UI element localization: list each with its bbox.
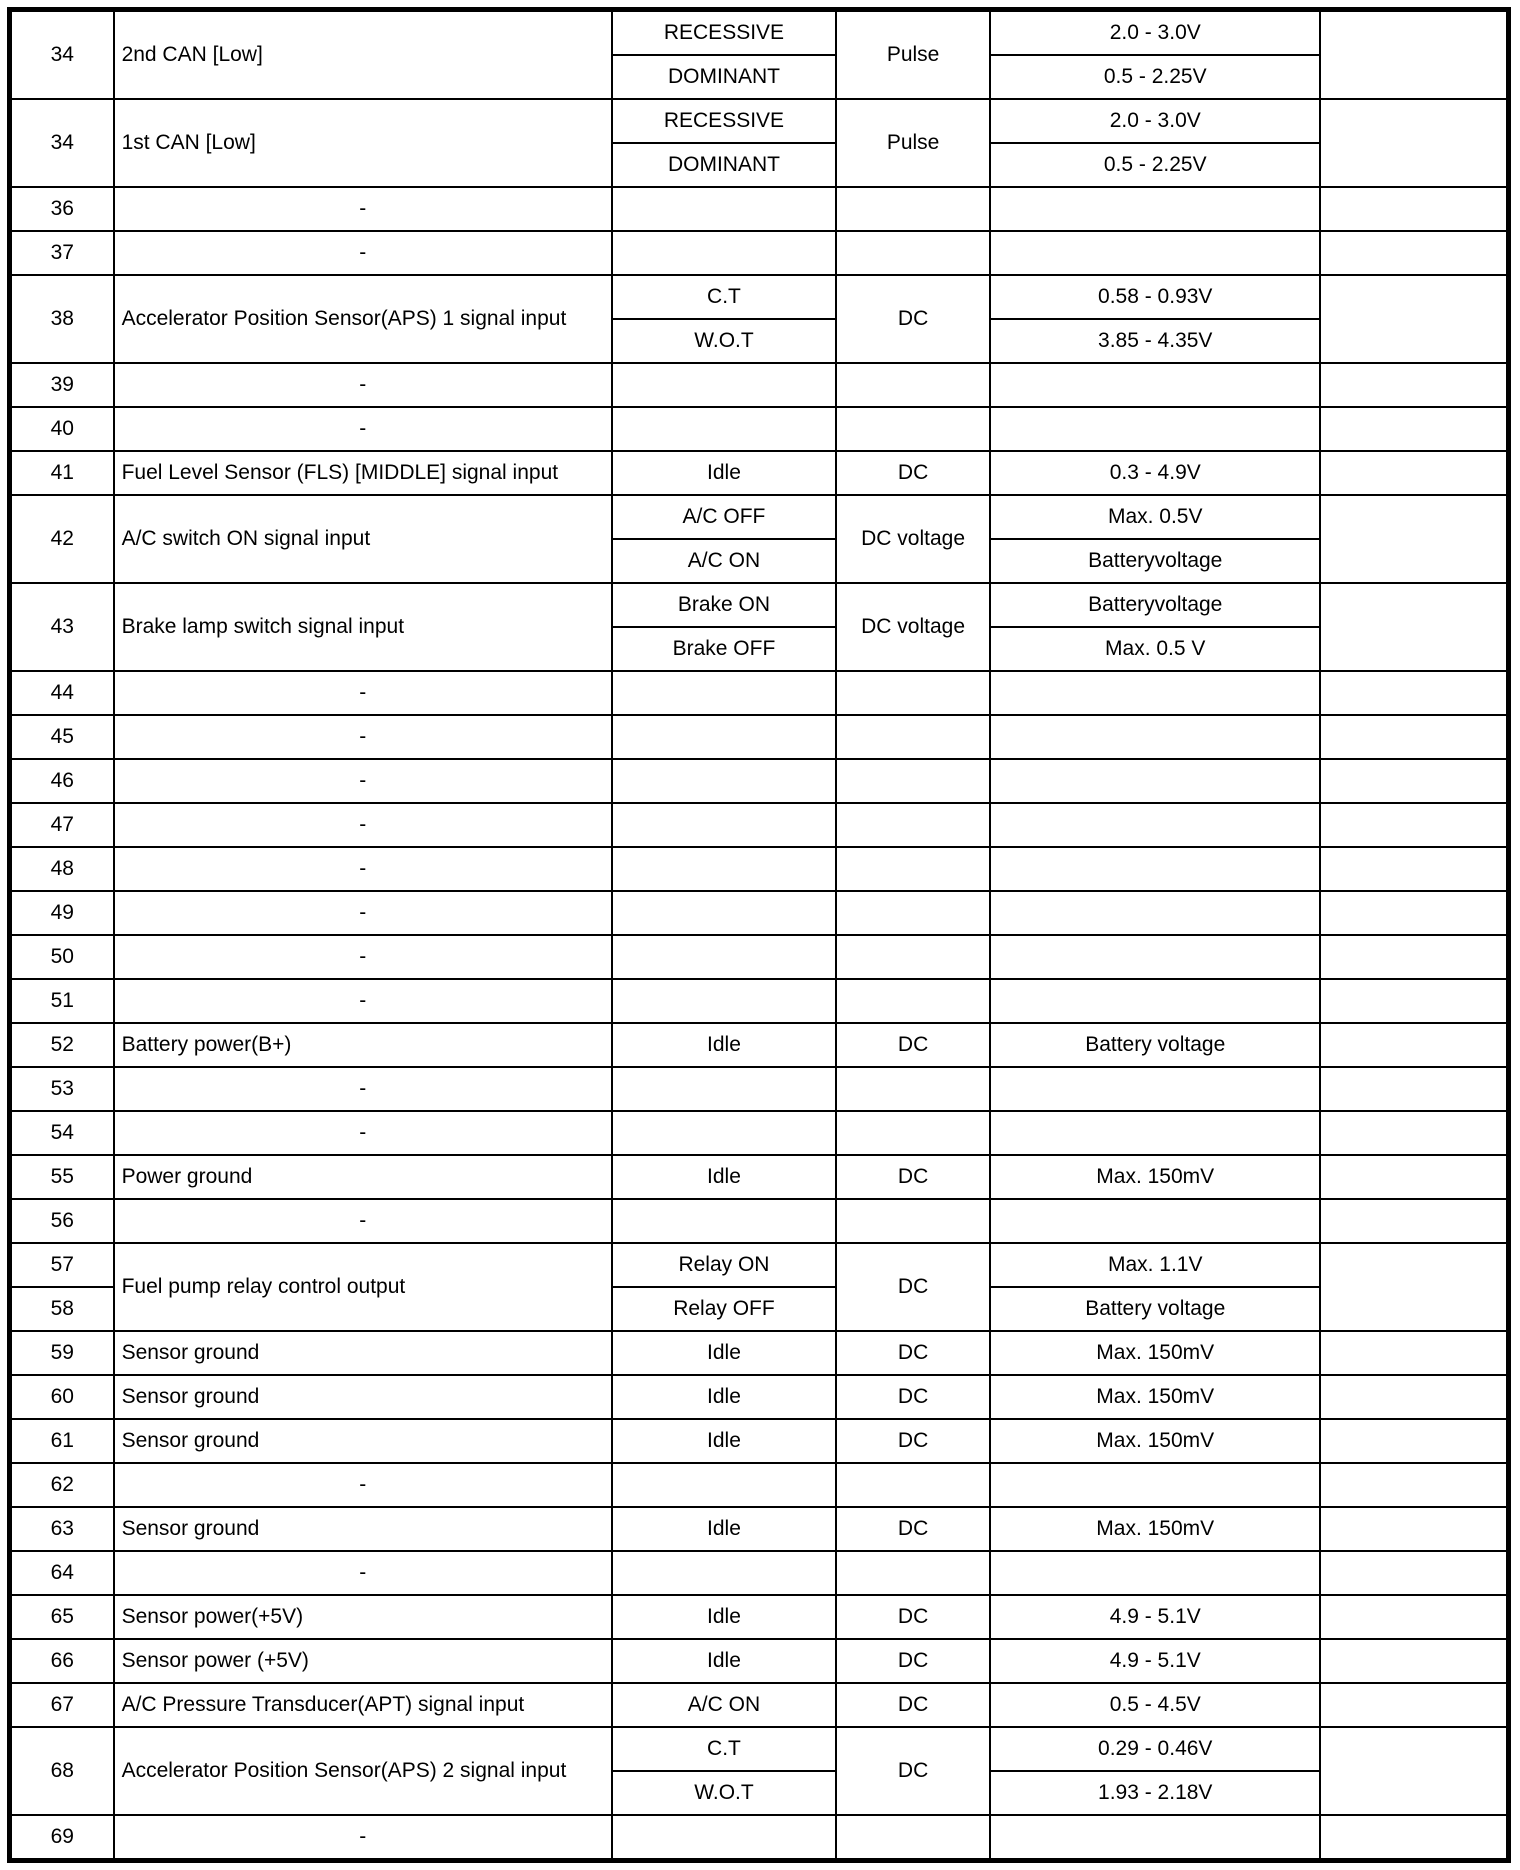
type-cell: DC (836, 275, 990, 363)
table-row (10, 1507, 1509, 1551)
table-row (10, 671, 1509, 715)
condition-cell: Brake OFF (612, 627, 836, 671)
description-cell: - (114, 1551, 612, 1595)
value-cell (990, 187, 1320, 231)
condition-cell (612, 1815, 836, 1861)
table-row (10, 583, 1509, 627)
description-cell: Fuel Level Sensor (FLS) [MIDDLE] signal input (114, 451, 612, 495)
table-row (10, 1067, 1509, 1111)
pin-cell: 69 (10, 1815, 114, 1861)
condition-cell (612, 1199, 836, 1243)
value-cell (990, 1111, 1320, 1155)
table-row (10, 1683, 1509, 1727)
table-row (10, 363, 1509, 407)
value-cell: 4.9 - 5.1V (990, 1639, 1320, 1683)
value-cell: Max. 150mV (990, 1375, 1320, 1419)
remark-cell (1320, 803, 1508, 847)
description-cell: Sensor ground (114, 1507, 612, 1551)
description-cell: A/C Pressure Transducer(APT) signal input (114, 1683, 612, 1727)
condition-cell (612, 979, 836, 1023)
value-cell: Batteryvoltage (990, 583, 1320, 627)
table-row (10, 407, 1509, 451)
description-cell: - (114, 407, 612, 451)
pin-cell: 49 (10, 891, 114, 935)
type-cell: DC (836, 451, 990, 495)
condition-cell: Idle (612, 1375, 836, 1419)
condition-cell: A/C ON (612, 1683, 836, 1727)
type-cell (836, 847, 990, 891)
description-cell: Accelerator Position Sensor(APS) 1 signal input (114, 275, 612, 363)
table-row (10, 451, 1509, 495)
condition-cell: C.T (612, 275, 836, 319)
condition-cell: Relay ON (612, 1243, 836, 1287)
type-cell: DC (836, 1419, 990, 1463)
description-cell: - (114, 1815, 612, 1861)
condition-cell: W.O.T (612, 1771, 836, 1815)
type-cell (836, 1463, 990, 1507)
pin-cell: 59 (10, 1331, 114, 1375)
condition-cell (612, 1463, 836, 1507)
description-cell: Battery power(B+) (114, 1023, 612, 1067)
type-cell (836, 1815, 990, 1861)
pinout-table-body (10, 10, 1509, 1861)
condition-cell (612, 803, 836, 847)
pin-cell: 37 (10, 231, 114, 275)
pin-cell: 55 (10, 1155, 114, 1199)
remark-cell (1320, 495, 1508, 583)
description-cell: - (114, 891, 612, 935)
value-cell: Max. 150mV (990, 1507, 1320, 1551)
type-cell (836, 407, 990, 451)
description-cell: Brake lamp switch signal input (114, 583, 612, 671)
value-cell: 3.85 - 4.35V (990, 319, 1320, 363)
condition-cell: Idle (612, 1419, 836, 1463)
type-cell: DC (836, 1639, 990, 1683)
remark-cell (1320, 1199, 1508, 1243)
table-row (10, 187, 1509, 231)
description-cell: Sensor ground (114, 1331, 612, 1375)
table-row (10, 10, 1509, 56)
table-row (10, 1551, 1509, 1595)
description-cell: - (114, 979, 612, 1023)
table-row (10, 1727, 1509, 1771)
type-cell (836, 1067, 990, 1111)
table-row (10, 891, 1509, 935)
type-cell: DC (836, 1155, 990, 1199)
type-cell (836, 363, 990, 407)
condition-cell (612, 1551, 836, 1595)
table-row (10, 1331, 1509, 1375)
condition-cell: Relay OFF (612, 1287, 836, 1331)
condition-cell (612, 187, 836, 231)
description-cell: - (114, 1067, 612, 1111)
pin-cell: 40 (10, 407, 114, 451)
pin-cell: 68 (10, 1727, 114, 1815)
condition-cell: DOMINANT (612, 55, 836, 99)
condition-cell: DOMINANT (612, 143, 836, 187)
value-cell: Max. 150mV (990, 1419, 1320, 1463)
condition-cell (612, 935, 836, 979)
description-cell: Sensor ground (114, 1375, 612, 1419)
remark-cell (1320, 671, 1508, 715)
pin-cell: 46 (10, 759, 114, 803)
description-cell: Sensor power (+5V) (114, 1639, 612, 1683)
pin-cell: 34 (10, 99, 114, 187)
condition-cell: Idle (612, 451, 836, 495)
remark-cell (1320, 1419, 1508, 1463)
table-row (10, 979, 1509, 1023)
pin-cell: 56 (10, 1199, 114, 1243)
value-cell: 2.0 - 3.0V (990, 99, 1320, 143)
remark-cell (1320, 231, 1508, 275)
type-cell: DC (836, 1375, 990, 1419)
condition-cell: Idle (612, 1595, 836, 1639)
value-cell: 0.58 - 0.93V (990, 275, 1320, 319)
remark-cell (1320, 363, 1508, 407)
description-cell: 1st CAN [Low] (114, 99, 612, 187)
value-cell (990, 1463, 1320, 1507)
remark-cell (1320, 1727, 1508, 1815)
remark-cell (1320, 1331, 1508, 1375)
pin-cell: 36 (10, 187, 114, 231)
value-cell (990, 803, 1320, 847)
description-cell: - (114, 935, 612, 979)
description-cell: - (114, 715, 612, 759)
description-cell: - (114, 671, 612, 715)
type-cell (836, 231, 990, 275)
condition-cell (612, 231, 836, 275)
pin-cell: 50 (10, 935, 114, 979)
table-row (10, 231, 1509, 275)
condition-cell (612, 847, 836, 891)
description-cell: - (114, 1199, 612, 1243)
remark-cell (1320, 10, 1508, 100)
value-cell: 0.5 - 2.25V (990, 143, 1320, 187)
table-row (10, 1595, 1509, 1639)
remark-cell (1320, 1551, 1508, 1595)
type-cell (836, 1199, 990, 1243)
type-cell (836, 1111, 990, 1155)
pin-cell: 61 (10, 1419, 114, 1463)
table-row (10, 847, 1509, 891)
pin-cell: 54 (10, 1111, 114, 1155)
remark-cell (1320, 1155, 1508, 1199)
table-row (10, 1155, 1509, 1199)
condition-cell (612, 363, 836, 407)
pinout-table (7, 7, 1511, 1863)
value-cell (990, 715, 1320, 759)
condition-cell (612, 1067, 836, 1111)
value-cell: 1.93 - 2.18V (990, 1771, 1320, 1815)
condition-cell: Idle (612, 1155, 836, 1199)
pin-cell: 66 (10, 1639, 114, 1683)
condition-cell: Idle (612, 1023, 836, 1067)
value-cell (990, 363, 1320, 407)
pin-cell: 48 (10, 847, 114, 891)
type-cell: DC voltage (836, 495, 990, 583)
value-cell: Max. 1.1V (990, 1243, 1320, 1287)
table-row (10, 1639, 1509, 1683)
pin-cell: 42 (10, 495, 114, 583)
table-row (10, 1111, 1509, 1155)
description-cell: Sensor power(+5V) (114, 1595, 612, 1639)
value-cell: Batteryvoltage (990, 539, 1320, 583)
description-cell: Fuel pump relay control output (114, 1243, 612, 1331)
remark-cell (1320, 1463, 1508, 1507)
pin-cell: 65 (10, 1595, 114, 1639)
remark-cell (1320, 407, 1508, 451)
remark-cell (1320, 99, 1508, 187)
table-row (10, 759, 1509, 803)
table-row (10, 99, 1509, 143)
condition-cell: A/C OFF (612, 495, 836, 539)
value-cell: 0.29 - 0.46V (990, 1727, 1320, 1771)
condition-cell: W.O.T (612, 319, 836, 363)
remark-cell (1320, 979, 1508, 1023)
value-cell (990, 979, 1320, 1023)
description-cell: - (114, 803, 612, 847)
value-cell (990, 231, 1320, 275)
value-cell: Max. 150mV (990, 1155, 1320, 1199)
table-row (10, 715, 1509, 759)
table-row (10, 1463, 1509, 1507)
remark-cell (1320, 847, 1508, 891)
pin-cell: 60 (10, 1375, 114, 1419)
type-cell: DC (836, 1243, 990, 1331)
remark-cell (1320, 1111, 1508, 1155)
value-cell (990, 671, 1320, 715)
value-cell: 2.0 - 3.0V (990, 10, 1320, 56)
type-cell (836, 715, 990, 759)
pin-cell: 39 (10, 363, 114, 407)
pin-cell: 45 (10, 715, 114, 759)
condition-cell: RECESSIVE (612, 99, 836, 143)
table-row (10, 1023, 1509, 1067)
type-cell (836, 1551, 990, 1595)
table-row (10, 495, 1509, 539)
condition-cell (612, 671, 836, 715)
description-cell: - (114, 1111, 612, 1155)
value-cell (990, 847, 1320, 891)
value-cell (990, 1199, 1320, 1243)
type-cell: DC (836, 1727, 990, 1815)
value-cell: 0.5 - 2.25V (990, 55, 1320, 99)
remark-cell (1320, 1595, 1508, 1639)
description-cell: - (114, 1463, 612, 1507)
pin-cell: 34 (10, 10, 114, 100)
description-cell: - (114, 847, 612, 891)
condition-cell (612, 891, 836, 935)
table-row (10, 803, 1509, 847)
condition-cell (612, 759, 836, 803)
pin-cell: 44 (10, 671, 114, 715)
condition-cell: A/C ON (612, 539, 836, 583)
type-cell: DC (836, 1507, 990, 1551)
type-cell: DC voltage (836, 583, 990, 671)
type-cell (836, 187, 990, 231)
pin-cell: 47 (10, 803, 114, 847)
pin-cell: 43 (10, 583, 114, 671)
type-cell: DC (836, 1331, 990, 1375)
remark-cell (1320, 935, 1508, 979)
type-cell (836, 759, 990, 803)
type-cell (836, 803, 990, 847)
pin-cell: 67 (10, 1683, 114, 1727)
type-cell: DC (836, 1683, 990, 1727)
description-cell: - (114, 759, 612, 803)
table-row (10, 1815, 1509, 1861)
pin-cell: 51 (10, 979, 114, 1023)
value-cell: Max. 150mV (990, 1331, 1320, 1375)
table-row (10, 935, 1509, 979)
condition-cell: RECESSIVE (612, 10, 836, 56)
value-cell: 4.9 - 5.1V (990, 1595, 1320, 1639)
value-cell: Max. 0.5V (990, 495, 1320, 539)
remark-cell (1320, 715, 1508, 759)
value-cell: 0.5 - 4.5V (990, 1683, 1320, 1727)
remark-cell (1320, 891, 1508, 935)
table-row (10, 1243, 1509, 1287)
remark-cell (1320, 1375, 1508, 1419)
type-cell (836, 891, 990, 935)
type-cell: DC (836, 1023, 990, 1067)
table-row (10, 275, 1509, 319)
type-cell (836, 979, 990, 1023)
type-cell (836, 671, 990, 715)
remark-cell (1320, 1683, 1508, 1727)
table-row (10, 1199, 1509, 1243)
pin-cell: 41 (10, 451, 114, 495)
value-cell: Battery voltage (990, 1287, 1320, 1331)
condition-cell (612, 407, 836, 451)
value-cell (990, 1551, 1320, 1595)
pin-cell: 58 (10, 1287, 114, 1331)
pin-cell: 57 (10, 1243, 114, 1287)
value-cell: Battery voltage (990, 1023, 1320, 1067)
remark-cell (1320, 1815, 1508, 1861)
remark-cell (1320, 1507, 1508, 1551)
value-cell (990, 407, 1320, 451)
remark-cell (1320, 583, 1508, 671)
description-cell: Power ground (114, 1155, 612, 1199)
pin-cell: 38 (10, 275, 114, 363)
condition-cell: Brake ON (612, 583, 836, 627)
type-cell: DC (836, 1595, 990, 1639)
type-cell (836, 935, 990, 979)
description-cell: - (114, 187, 612, 231)
pin-cell: 64 (10, 1551, 114, 1595)
pin-cell: 63 (10, 1507, 114, 1551)
value-cell (990, 891, 1320, 935)
remark-cell (1320, 1023, 1508, 1067)
type-cell: Pulse (836, 99, 990, 187)
condition-cell: Idle (612, 1507, 836, 1551)
remark-cell (1320, 1639, 1508, 1683)
pin-cell: 53 (10, 1067, 114, 1111)
condition-cell: C.T (612, 1727, 836, 1771)
remark-cell (1320, 759, 1508, 803)
pin-cell: 62 (10, 1463, 114, 1507)
condition-cell: Idle (612, 1331, 836, 1375)
type-cell: Pulse (836, 10, 990, 100)
remark-cell (1320, 1067, 1508, 1111)
condition-cell: Idle (612, 1639, 836, 1683)
value-cell (990, 759, 1320, 803)
pin-cell: 52 (10, 1023, 114, 1067)
value-cell (990, 935, 1320, 979)
description-cell: A/C switch ON signal input (114, 495, 612, 583)
value-cell (990, 1067, 1320, 1111)
table-row (10, 1375, 1509, 1419)
remark-cell (1320, 275, 1508, 363)
remark-cell (1320, 187, 1508, 231)
value-cell (990, 1815, 1320, 1861)
description-cell: 2nd CAN [Low] (114, 10, 612, 100)
description-cell: - (114, 231, 612, 275)
remark-cell (1320, 1243, 1508, 1331)
condition-cell (612, 715, 836, 759)
value-cell: 0.3 - 4.9V (990, 451, 1320, 495)
description-cell: Sensor ground (114, 1419, 612, 1463)
description-cell: - (114, 363, 612, 407)
table-row (10, 1419, 1509, 1463)
value-cell: Max. 0.5 V (990, 627, 1320, 671)
description-cell: Accelerator Position Sensor(APS) 2 signal input (114, 1727, 612, 1815)
remark-cell (1320, 451, 1508, 495)
condition-cell (612, 1111, 836, 1155)
